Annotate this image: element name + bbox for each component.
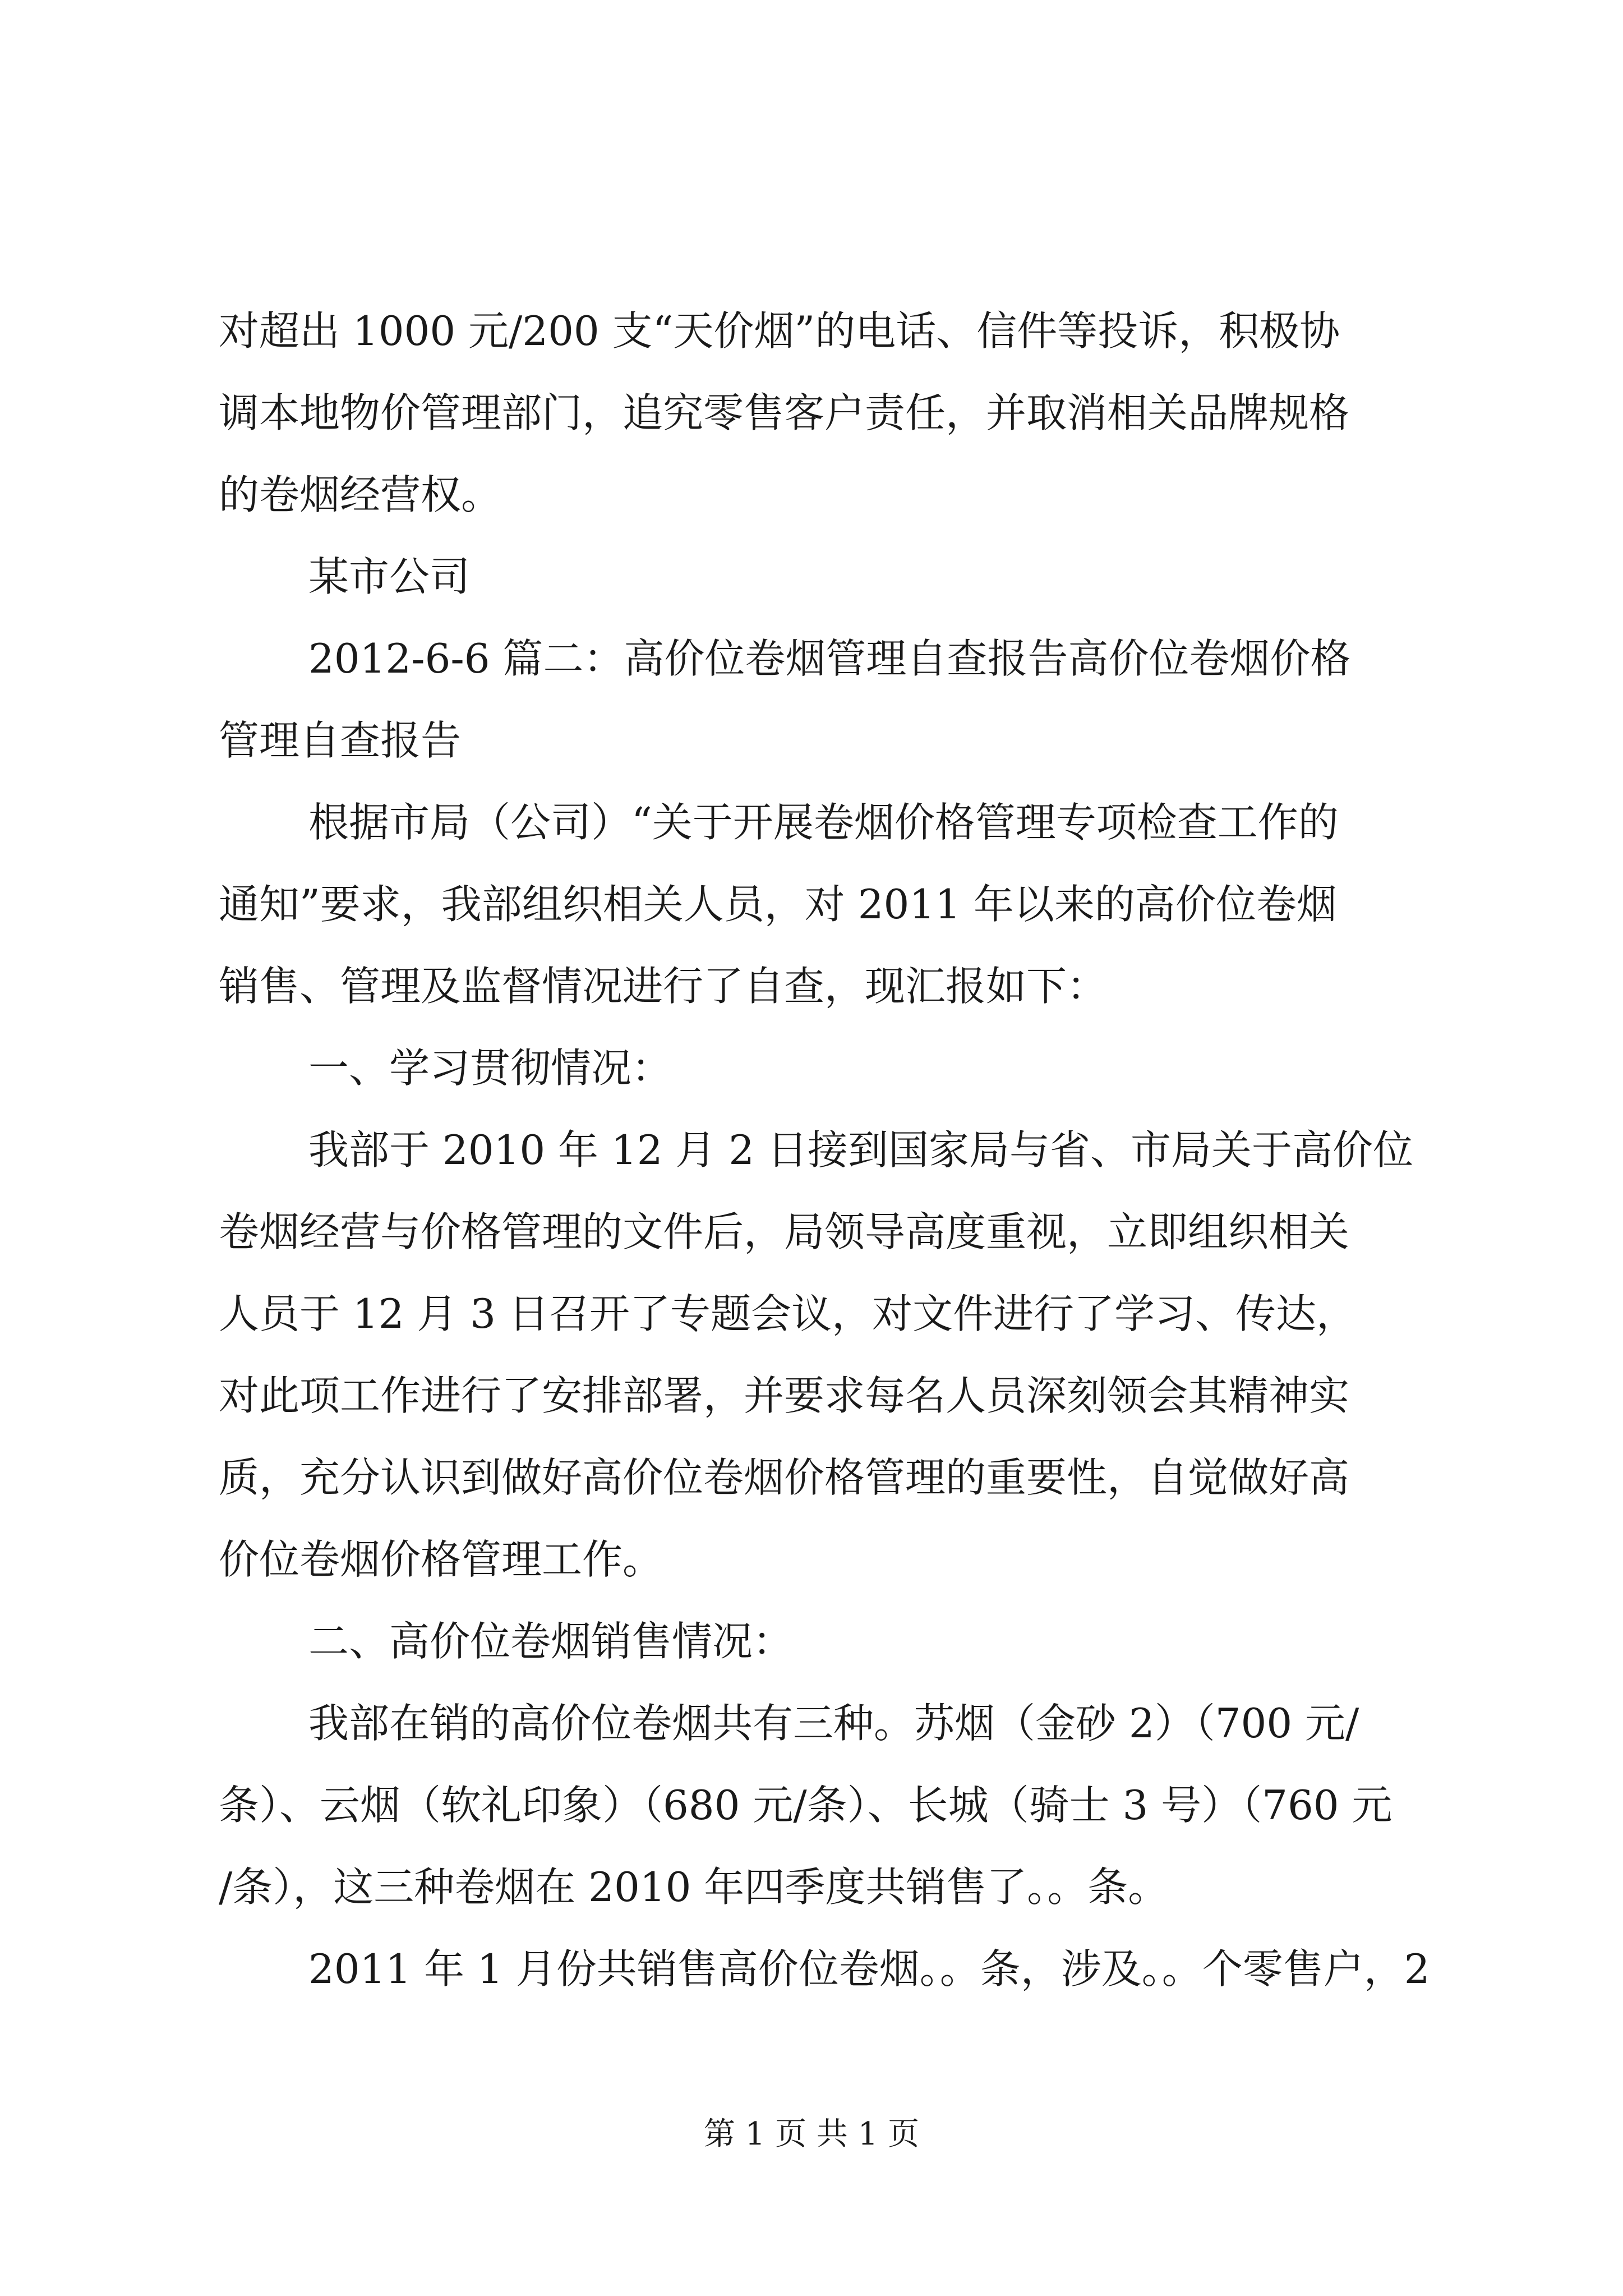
section-heading: 一、学习贯彻情况： [308,1045,672,1092]
text-line: 条）、云烟（软礼印象）（680 元/条）、长城（骑士 3 号）（760 元 [219,1782,1393,1829]
text-line: /条），这三种卷烟在 2010 年四季度共销售了。。条。 [219,1864,1169,1911]
document-body [219,303,1430,2023]
text-line: 通知”要求，我部组织相关人员，对 2011 年以来的高价位卷烟 [219,881,1337,928]
text-line: 2011 年 1 月份共销售高价位卷烟。。条，涉及。。个零售户，2 [308,1945,1430,1993]
text-line: 2012-6-6 篇二：高价位卷烟管理自查报告高价位卷烟价格 [308,635,1351,682]
text-line: 我部于 2010 年 12 月 2 日接到国家局与省、市局关于高价位 [308,1126,1413,1174]
text-line: 调本地物价管理部门，追究零售客户责任，并取消相关品牌规格 [219,389,1350,436]
text-line: 价位卷烟价格管理工作。 [219,1536,663,1583]
text-line: 卷烟经营与价格管理的文件后，局领导高度重视，立即组织相关 [219,1208,1350,1255]
text-line: 我部在销的高价位卷烟共有三种。苏烟（金砂 2）（700 元/ [308,1700,1359,1747]
section-heading: 二、高价位卷烟销售情况： [308,1618,794,1665]
text-line: 对此项工作进行了安排部署，并要求每名人员深刻领会其精神实 [219,1372,1350,1419]
text-line: 销售、管理及监督情况进行了自查，现汇报如下： [219,963,1108,1010]
text-line: 质，充分认识到做好高价位卷烟价格管理的重要性，自觉做好高 [219,1454,1350,1501]
text-line: 对超出 1000 元/200 支“天价烟”的电话、信件等投诉，积极协 [219,307,1340,355]
text-line: 的卷烟经营权。 [219,471,502,518]
page-footer: 第 1 页 共 1 页 [703,2116,920,2152]
text-line: 人员于 12 月 3 日召开了专题会议，对文件进行了学习、传达， [219,1290,1357,1337]
text-line: 某市公司 [308,553,471,600]
text-line: 管理自查报告 [219,717,462,764]
text-line: 根据市局（公司）“关于开展卷烟价格管理专项检查工作的 [308,799,1339,846]
